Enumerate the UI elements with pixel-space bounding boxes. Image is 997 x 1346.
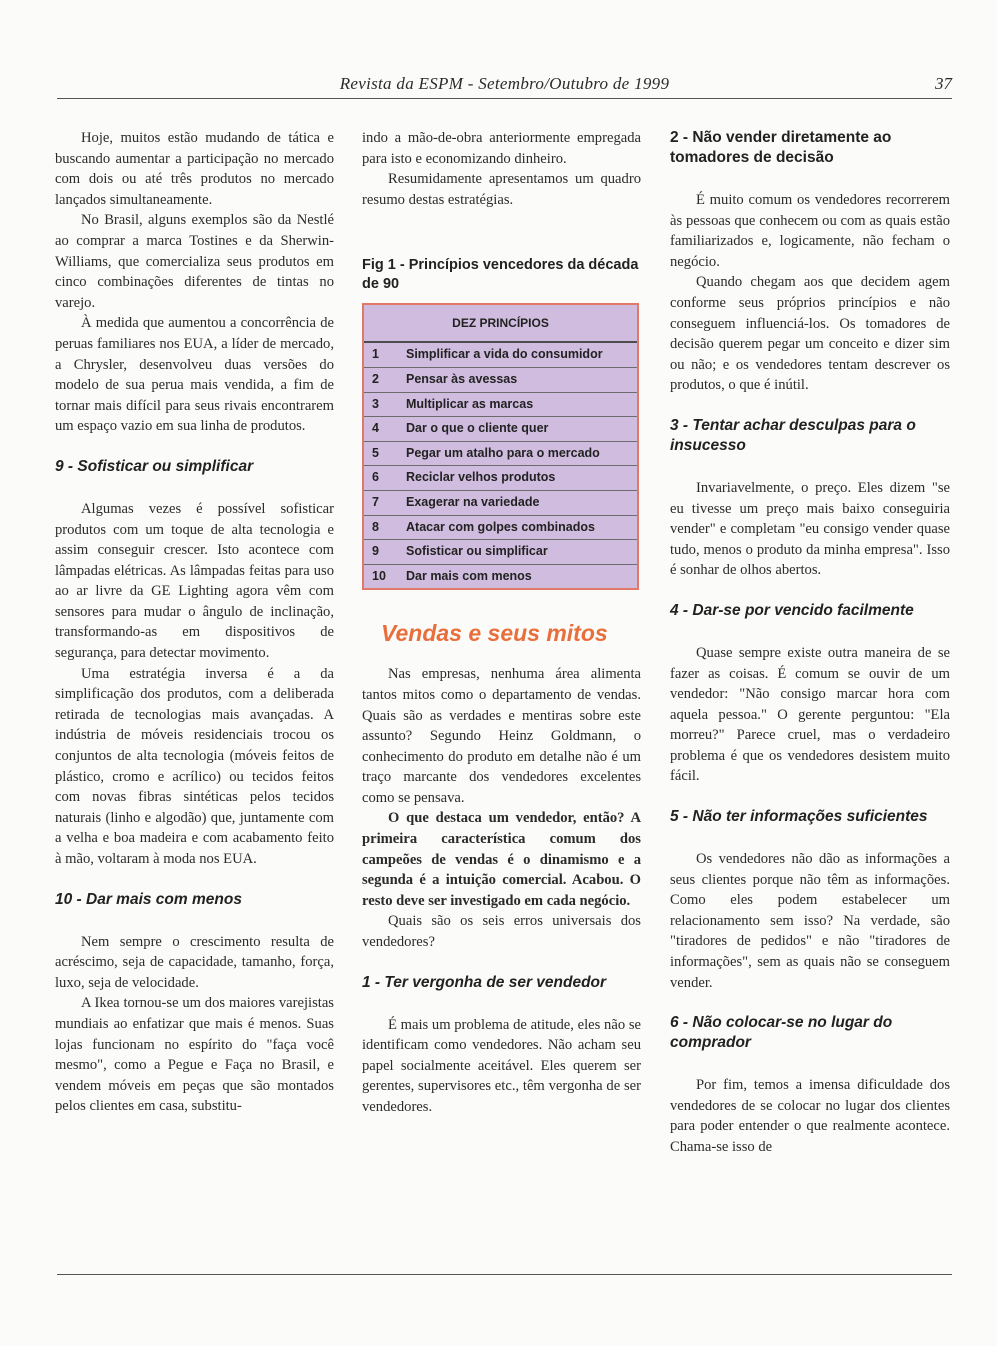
row-text: Dar mais com menos [406, 568, 532, 583]
figure-caption: Fig 1 - Princípios vencedores da década de 90 [362, 257, 639, 293]
paragraph: Quase sempre existe outra maneira de se fazer as coisas. É comum se ouvir de um vendedor: "Não consigo marcar hora com aquela pessoa." O gerente perguntou: "Ela morreu?" Parece cruel, mas o verdadeiro problema é que os vendedores desistem muito fácil. [670, 644, 950, 785]
column-1 [55, 128, 334, 1117]
paragraph: Os vendedores não dão as informações a seus clientes porque não têm as informações. Como eles podem estabelecer um relacionamento sem isso? Na verdade, são "tiradores de pedidos" e não "tiradores de informações", sem as quais não se conseguem vender. [670, 851, 950, 991]
table-row [364, 540, 637, 565]
section-title: Vendas e seus mitos [381, 620, 608, 647]
table-row [364, 516, 637, 541]
subheading-1: 1 - Ter vergonha de ser vendedor [362, 973, 607, 991]
footer-rule [57, 1274, 952, 1275]
column-3 [670, 128, 950, 1158]
journal-title: Revista da ESPM - Setembro/Outubro de 1999 [339, 74, 670, 93]
table-row [364, 343, 637, 368]
row-number: 7 [372, 494, 379, 509]
page-number: 37 [935, 74, 952, 93]
row-number: 8 [372, 519, 379, 534]
row-text: Exagerar na variedade [406, 494, 540, 509]
row-text: Reciclar velhos produtos [406, 470, 556, 485]
table-row [364, 393, 637, 418]
subheading-4: 4 - Dar-se por vencido facilmente [670, 601, 914, 619]
paragraph: Quais são os seis erros universais dos vendedores? [362, 913, 641, 951]
row-text: Atacar com golpes combinados [406, 519, 595, 534]
paragraph: Invariavelmente, o preço. Eles dizem "se eu tivesse um preço mais baixo conseguiria vender" e completam "eu consigo vender quase tudo, menos o produto da minha empresa". Isso é sonhar de olhos abertos. [670, 479, 950, 579]
paragraph: Resumidamente apresentamos um quadro resumo destas estratégias. [362, 171, 641, 208]
row-text: Sofisticar ou simplificar [406, 544, 548, 559]
row-text: Pensar às avessas [406, 371, 518, 386]
paragraph-bold: O que destaca um vendedor, então? A primeira característica comum dos campeões de vendas é o dinamismo e a segunda é a intuição comercial. Acabou. O resto deve ser investigado em cada negócio. [362, 810, 641, 909]
row-number: 2 [372, 371, 379, 386]
table-row [364, 368, 637, 393]
row-number: 3 [372, 396, 379, 411]
subheading-9: 9 - Sofisticar ou simplificar [55, 457, 254, 475]
paragraph: Algumas vezes é possível sofisticar produtos com um toque de alta tecnologia e assim conseguir crescer. Isto acontece com lâmpadas elétricas. As lâmpadas feitas para uso ao ar livre da GE Lighting agora vêm com sensores para mudar o ângulo de inclinação, transformando-as em dispositivos de segurança, para detectar movimento. [55, 500, 334, 662]
row-text: Dar o que o cliente quer [406, 421, 549, 436]
row-number: 1 [372, 347, 379, 362]
paragraph: Nas empresas, nenhuma área alimenta tantos mitos como o departamento de vendas. Quais são as verdades e mentiras sobre este assunto? Segundo Heinz Goldmann, o conhecimento do produto em detalhe não é um traço marcante dos vendedores excelentes como se pensava. [362, 666, 641, 806]
table-row [364, 442, 637, 467]
row-number: 4 [372, 421, 379, 436]
row-text: Multiplicar as marcas [406, 396, 534, 411]
column-2 [362, 128, 641, 1118]
row-text: Pegar um atalho para o mercado [406, 445, 600, 460]
subheading-3: 3 - Tentar achar desculpas para o insucesso [670, 416, 916, 454]
row-number: 6 [372, 470, 379, 485]
subheading-10: 10 - Dar mais com menos [55, 890, 242, 908]
paragraph: É mais um problema de atitude, eles não se identificam como vendedores. Não acham seu papel socialmente aceitável. Eles querem ser gerentes, supervisores etc., têm vergonha de ser vendedores. [362, 1016, 641, 1115]
paragraph: À medida que aumentou a concorrência de peruas familiares nos EUA, a líder de mercado, a Chrysler, desenvolveu duas versões do modelo de sua perua mais vendida, a fim de tornar mais difícil para seus rivais encontrarem um espaço vazio em sua linha de produtos. [55, 315, 334, 435]
table-row [364, 466, 637, 491]
paragraph: Quando chegam aos que decidem agem conforme seus próprios princípios e não conseguem influenciá-los. Os tomadores de decisão querem pegar um conceito e dizer sim ou não; e os vendedores tentam descrever os produtos, o que é inútil. [670, 274, 950, 394]
table-header: DEZ PRINCÍPIOS [364, 305, 637, 343]
subheading-6: 6 - Não colocar-se no lugar do comprador [670, 1014, 893, 1052]
paragraph: Nem sempre o crescimento resulta de acréscimo, seja de capacidade, tamanho, força, luxo, seja de velocidade. [55, 933, 334, 991]
row-number: 9 [372, 544, 379, 559]
row-number: 5 [372, 445, 379, 460]
paragraph: Hoje, muitos estão mudando de tática e buscando aumentar a participação no mercado com dois ou até três produtos no mercado lançados simultaneamente. [55, 130, 334, 208]
row-text: Simplificar a vida do consumidor [406, 347, 603, 362]
paragraph: Uma estratégia inversa é a da simplificação dos produtos, com a deliberada retirada de tecnologias mais avançadas. A indústria de móveis residenciais trocou os conjuntos de alta tecnologia (móveis feitos de plástico, cromo e acrílico) ou tecidos feitos com novas fibras sintéticas pelos tecidos naturais (linho e algodão) que, juntamente com a velha e boa madeira e com acabamento feito à mão, voltaram à moda nos EUA. [55, 665, 334, 867]
running-header [57, 74, 952, 99]
table-row [364, 417, 637, 442]
table-row [364, 565, 637, 589]
paragraph: A Ikea tornou-se um dos maiores varejistas mundiais ao enfatizar que mais é menos. Suas lojas funcionam no espírito do "faça você mesmo", como a Pegue e Faça no Brasil, e vendem móveis em peças que são montados pelos clientes em casa, substitu- [55, 995, 334, 1115]
paragraph: Por fim, temos a imensa dificuldade dos vendedores de se colocar no lugar dos clientes para poder entender o que realmente acontece. Chama-se isso de [670, 1077, 950, 1155]
table-row [364, 491, 637, 516]
subheading-2: 2 - Não vender diretamente ao tomadores de decisão [670, 129, 892, 166]
paragraph: É muito comum os vendedores recorrerem às pessoas que conhecem ou com as quais estão familiarizados e, logicamente, não fecham o negócio. [670, 192, 950, 270]
paragraph: No Brasil, alguns exemplos são da Nestlé ao comprar a marca Tostines e da Sherwin-Williams, que comercializa seus produtos em cinco combinações diferentes de tintas no varejo. [55, 212, 334, 311]
paragraph: indo a mão-de-obra anteriormente empregada para isto e economizando dinheiro. [362, 130, 641, 167]
row-number: 10 [372, 568, 386, 583]
subheading-5: 5 - Não ter informações suficientes [670, 808, 928, 826]
principles-table [362, 303, 639, 590]
